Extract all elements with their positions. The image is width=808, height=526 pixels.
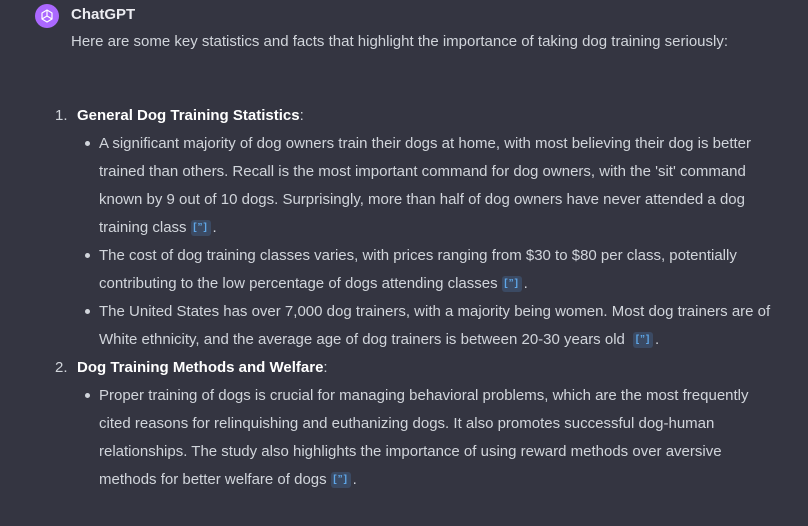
bullet-dot-icon (85, 141, 90, 146)
bullet-list (0, 130, 808, 354)
bullet-text: The United States has over 7,000 dog trainers, with a majority being women. Most dog trainers are of White ethnicity, and the average age of dog trainers is between 20-30 years old (99, 303, 771, 348)
bullet-text: A significant majority of dog owners train their dogs at home, with most believing their dog is better trained than others. Recall is the most important command for dog owners, with the 'sit' command known by 9 out of 10 dogs. Surprisingly, more than half of dog owners have never attended a dog training class (99, 135, 751, 236)
citation-icon[interactable]: [”] (633, 332, 653, 348)
bullet-dot-icon (85, 253, 90, 258)
list-item: A significant majority of dog owners train their dogs at home, with most believing their dog is better trained than others. Recall is the most important command for dog owners, with the 'sit' command known by 9 out of 10 dogs. Surprisingly, more than half of dog owners have never attended a dog training class [”] . (0, 130, 808, 242)
section-number: 1. (55, 107, 68, 124)
bullet-dot-icon (85, 393, 90, 398)
chatgpt-logo-icon (35, 4, 59, 28)
citation-icon[interactable]: [”] (502, 276, 522, 292)
list-item: The cost of dog training classes varies, with prices ranging from $30 to $80 per class, potentially contributing to the low percentage of dogs attending classes [”] . (0, 242, 808, 298)
intro-paragraph: Here are some key statistics and facts that highlight the importance of taking dog training seriously: (71, 33, 729, 50)
message-author: ChatGPT (71, 6, 136, 23)
bullet-list (0, 382, 808, 494)
section-title: Dog Training Methods and Welfare: (77, 359, 328, 376)
section-title: General Dog Training Statistics: (77, 107, 304, 124)
citation-icon[interactable]: [”] (191, 220, 211, 236)
bullet-text: Proper training of dogs is crucial for managing behavioral problems, which are the most frequently cited reasons for relinquishing and euthanizing dogs. It also promotes successful dog-human relationships. The study also highlights the importance of using reward methods over aversive methods for better welfare of dogs (99, 387, 749, 488)
list-item: Proper training of dogs is crucial for managing behavioral problems, which are the most frequently cited reasons for relinquishing and euthanizing dogs. It also promotes successful dog-human relationships. The study also highlights the importance of using reward methods over aversive methods for better welfare of dogs [”] . (0, 382, 808, 494)
bullet-text: The cost of dog training classes varies, with prices ranging from $30 to $80 per class, potentially contributing to the low percentage of dogs attending classes (99, 247, 737, 292)
list-item: The United States has over 7,000 dog trainers, with a majority being women. Most dog trainers are of White ethnicity, and the average age of dog trainers is between 20-30 years old [”] . (0, 298, 808, 354)
section-number: 2. (55, 359, 68, 376)
bullet-dot-icon (85, 309, 90, 314)
citation-icon[interactable]: [”] (331, 472, 351, 488)
section-1 (0, 102, 808, 354)
sections-list (0, 102, 808, 494)
section-2 (0, 354, 808, 494)
